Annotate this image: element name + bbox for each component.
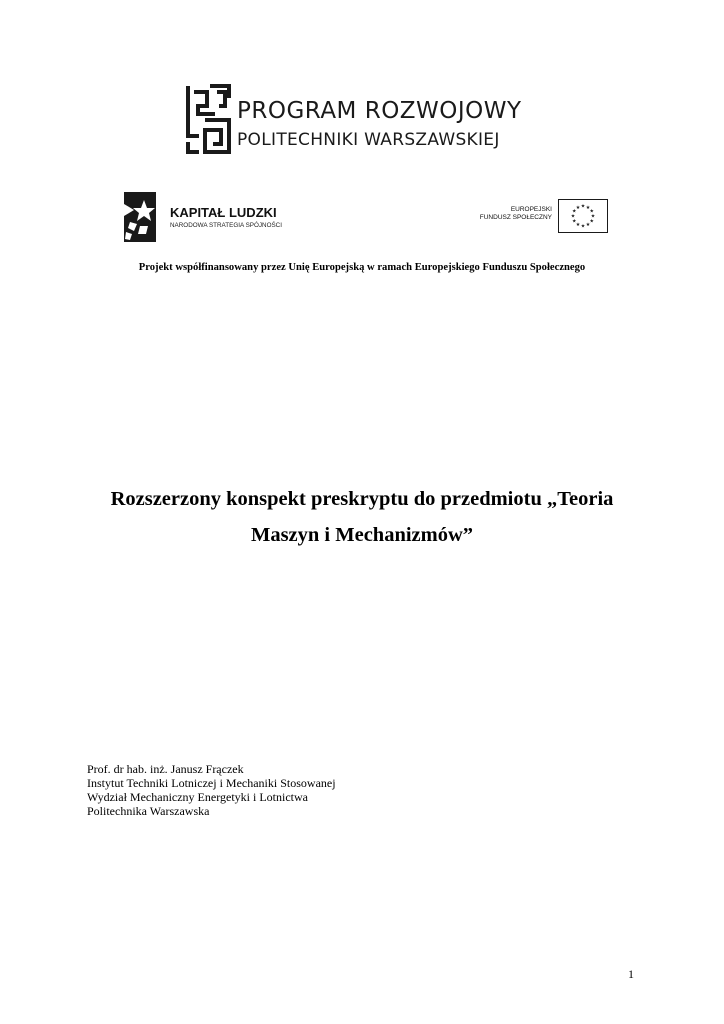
page-number: 1 [628,967,634,981]
kapital-ludzki-logo [124,192,294,242]
svg-text:★: ★ [590,213,596,220]
document-title [40,481,684,553]
document-title-line: Maszyn i Mechanizmów” [250,524,474,546]
prpw-logo-line1: PROGRAM ROZWOJOWY [237,98,522,124]
prpw-logo-line2: POLITECHNIKI WARSZAWSKIEJ [237,130,500,150]
document-title-line: Rozszerzony konspekt preskryptu do przedmiotu „Teoria [110,488,614,510]
efs-logo-text [480,206,552,222]
svg-text:★: ★ [580,203,586,210]
svg-text:★: ★ [589,208,594,215]
eu-flag-icon [558,199,608,233]
kapital-ludzki-subtitle: NARODOWA STRATEGIA SPÓJNOŚCI [170,222,282,229]
svg-text:★: ★ [585,222,591,229]
cofinance-note: Projekt współfinansowany przez Unię Europejską w ramach Europejskiego Funduszu Społecznego [138,262,586,273]
prpw-logo [185,84,545,156]
svg-text:★: ★ [585,204,591,211]
prpw-monogram-icon [185,84,231,154]
efs-logo-line2: FUNDUSZ SPOŁECZNY [479,214,552,221]
svg-text:★: ★ [575,222,581,229]
author-name: Prof. dr hab. inż. Janusz Frączek [87,762,244,776]
efs-logo [479,199,608,235]
efs-logo-line1: EUROPEJSKI [510,206,552,213]
author-institute: Instytut Techniki Lotniczej i Mechaniki Stosowanej [87,776,336,790]
svg-text:★: ★ [580,223,586,230]
svg-text:★: ★ [572,208,577,215]
author-block [87,762,336,818]
kapital-ludzki-star-icon [124,192,160,242]
svg-text:★: ★ [572,218,577,225]
author-university: Politechnika Warszawska [87,804,210,818]
svg-text:★: ★ [589,218,594,225]
svg-text:★: ★ [575,204,581,211]
svg-text:★: ★ [570,213,576,220]
kapital-ludzki-title: KAPITAŁ LUDZKI [170,205,277,220]
author-faculty: Wydział Mechaniczny Energetyki i Lotnictwa [87,790,308,804]
